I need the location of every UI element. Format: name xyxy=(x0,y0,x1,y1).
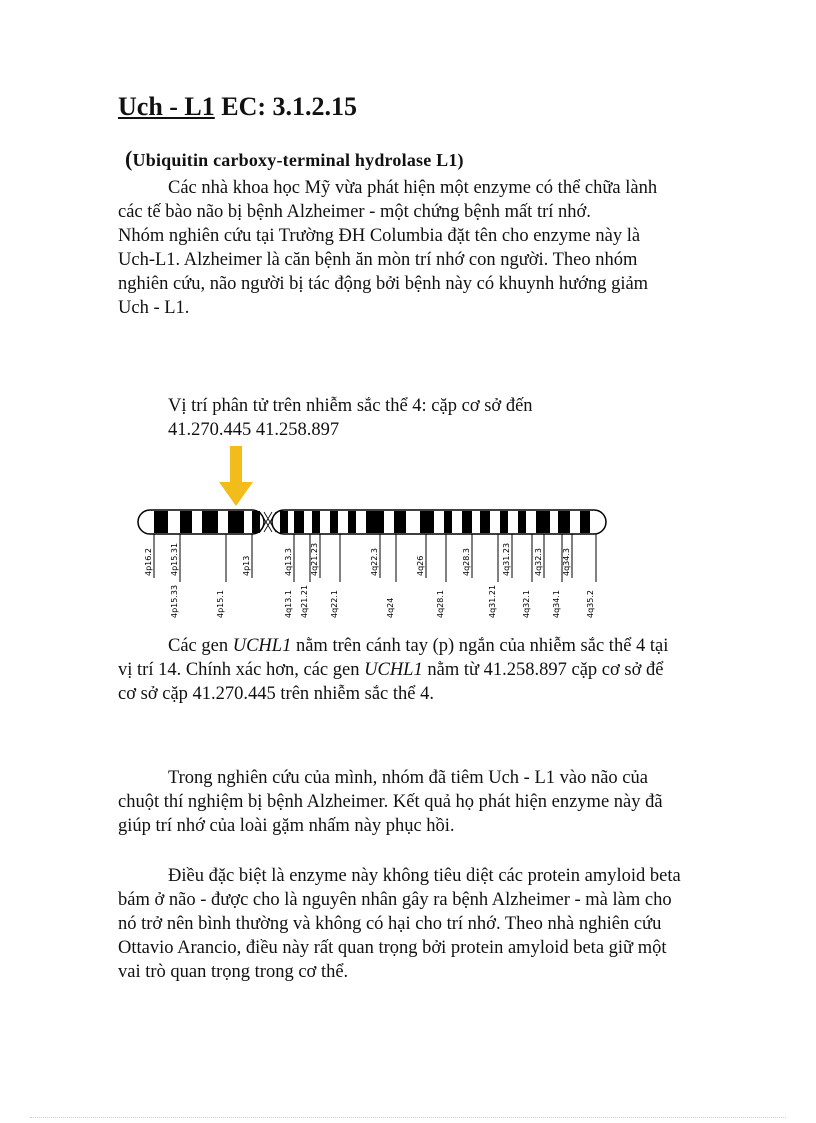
arrow-shaft xyxy=(230,446,242,484)
paragraph-line: giúp trí nhớ của loài gặm nhấm này phục hồi. xyxy=(118,816,455,836)
band-label: 4q32.1 xyxy=(522,590,531,618)
gene-symbol: UCHL1 xyxy=(232,636,292,656)
chromosome-band xyxy=(558,511,570,533)
paragraph-line xyxy=(118,658,668,682)
ec-number: EC: 3.1.2.15 xyxy=(214,92,358,121)
paragraph-line: Điều đặc biệt là enzyme này không tiêu diệt các protein amyloid beta xyxy=(168,866,681,886)
band-label: 4p13 xyxy=(242,555,251,576)
text-run: Các gen xyxy=(168,636,233,656)
band-label: 4p15.31 xyxy=(170,542,179,576)
band-label: 4q21.21 xyxy=(300,584,309,618)
chromosome-band xyxy=(394,511,406,533)
text-run: vị trí 14. Chính xác hơn, các gen xyxy=(118,660,365,680)
q-arm xyxy=(272,510,606,534)
band-label: 4p16.2 xyxy=(144,548,153,576)
study-paragraph xyxy=(118,766,663,838)
open-paren: ( xyxy=(125,146,133,171)
band-label: 4q34.3 xyxy=(562,548,571,576)
text-run: nằm từ 41.258.897 cặp cơ sở để xyxy=(422,660,664,680)
band-label: 4q24 xyxy=(386,597,395,618)
chromosome-band xyxy=(202,511,218,533)
band-label: 4q28.3 xyxy=(462,548,471,576)
paragraph-line: Các nhà khoa học Mỹ vừa phát hiện một enzyme có thể chữa lành xyxy=(168,178,658,198)
band-label: 4q35.2 xyxy=(586,590,595,618)
chromosome-band xyxy=(228,511,244,533)
chromosome-band xyxy=(480,511,490,533)
paragraph-line: Uch-L1. Alzheimer là căn bệnh ăn mòn trí nhớ con người. Theo nhóm xyxy=(118,250,638,270)
chromosome-band xyxy=(500,511,508,533)
band-label: 4q22.3 xyxy=(370,548,379,576)
chromosome-band xyxy=(330,511,338,533)
band-labels-upper xyxy=(144,543,571,576)
amyloid-paragraph xyxy=(118,864,681,984)
band-label: 4q13.1 xyxy=(284,590,293,618)
chromosome-band xyxy=(180,511,192,533)
paragraph-line: vai trò quan trọng trong cơ thể. xyxy=(118,962,349,982)
chromosome-4-ideogram xyxy=(134,500,614,622)
chromosome-band xyxy=(294,511,304,533)
chromosome-band xyxy=(366,511,384,533)
gene-symbol: UCHL1 xyxy=(364,660,423,680)
band-label: 4q32.3 xyxy=(534,548,543,576)
chromosome-band xyxy=(280,511,288,533)
band-label: 4q26 xyxy=(416,555,425,576)
enzyme-full-name-text: Ubiquitin carboxy-terminal hydrolase L1 xyxy=(132,150,458,170)
enzyme-full-name xyxy=(125,146,464,172)
chromosome-band xyxy=(518,511,526,533)
page-bottom-divider xyxy=(30,1117,786,1118)
paragraph-line: Ottavio Arancio, điều này rất quan trọng bởi protein amyloid beta giữ một xyxy=(118,938,667,958)
paragraph-line: bám ở não - được cho là nguyên nhân gây ra bệnh Alzheimer - mà làm cho xyxy=(118,890,672,910)
band-label: 4p15.1 xyxy=(216,590,225,618)
location-caption xyxy=(168,394,533,442)
band-label: 4q28.1 xyxy=(436,590,445,618)
band-labels-lower xyxy=(170,585,595,618)
paragraph-line: Nhóm nghiên cứu tại Trường ĐH Columbia đặt tên cho enzyme này là xyxy=(118,226,641,246)
gene-location-paragraph xyxy=(118,634,668,706)
chromosome-band xyxy=(580,511,590,533)
band-label: 4q34.1 xyxy=(552,590,561,618)
band-label: 4q31.21 xyxy=(488,584,497,618)
chromosome-band xyxy=(536,511,550,533)
band-label: 4p15.33 xyxy=(170,584,179,618)
chromosome-band xyxy=(348,511,356,533)
gene-name: Uch - L1 xyxy=(118,92,215,121)
paragraph-line: nghiên cứu, não người bị tác động bởi bệnh này có khuynh hướng giảm xyxy=(118,274,649,294)
chromosome-band xyxy=(154,511,168,533)
caption-line: Vị trí phân tử trên nhiễm sắc thể 4: cặp cơ sở đến xyxy=(168,396,533,416)
paragraph-line: cơ sở cặp 41.270.445 trên nhiễm sắc thể 4. xyxy=(118,684,434,704)
band-label: 4q31.23 xyxy=(502,542,511,576)
paragraph-line xyxy=(118,634,668,658)
intro-paragraph xyxy=(118,176,657,320)
chromosome-band xyxy=(312,511,320,533)
band-label: 4q13.3 xyxy=(284,548,293,576)
location-arrow-icon xyxy=(219,446,253,508)
chromosome-band xyxy=(252,511,260,533)
page-title xyxy=(118,92,357,122)
paragraph-line: nó trở nên bình thường và không có hại cho trí nhớ. Theo nhà nghiên cứu xyxy=(118,914,662,934)
chromosome-band xyxy=(444,511,452,533)
paragraph-line: Uch - L1. xyxy=(118,298,190,318)
text-run: nằm trên cánh tay (p) ngắn của nhiễm sắc thể 4 tại xyxy=(291,636,669,656)
paragraph-line: các tế bào não bị bệnh Alzheimer - một chứng bệnh mất trí nhớ. xyxy=(118,202,591,222)
chromosome-band xyxy=(462,511,472,533)
paragraph-line: chuột thí nghiệm bị bệnh Alzheimer. Kết quả họ phát hiện enzyme này đã xyxy=(118,792,663,812)
caption-line: 41.270.445 41.258.897 xyxy=(168,420,340,440)
chromosome-band xyxy=(420,511,434,533)
close-paren: ) xyxy=(457,150,464,170)
paragraph-line: Trong nghiên cứu của mình, nhóm đã tiêm Uch - L1 vào não của xyxy=(168,768,648,788)
band-label: 4q21.23 xyxy=(310,542,319,576)
band-label: 4q22.1 xyxy=(330,590,339,618)
